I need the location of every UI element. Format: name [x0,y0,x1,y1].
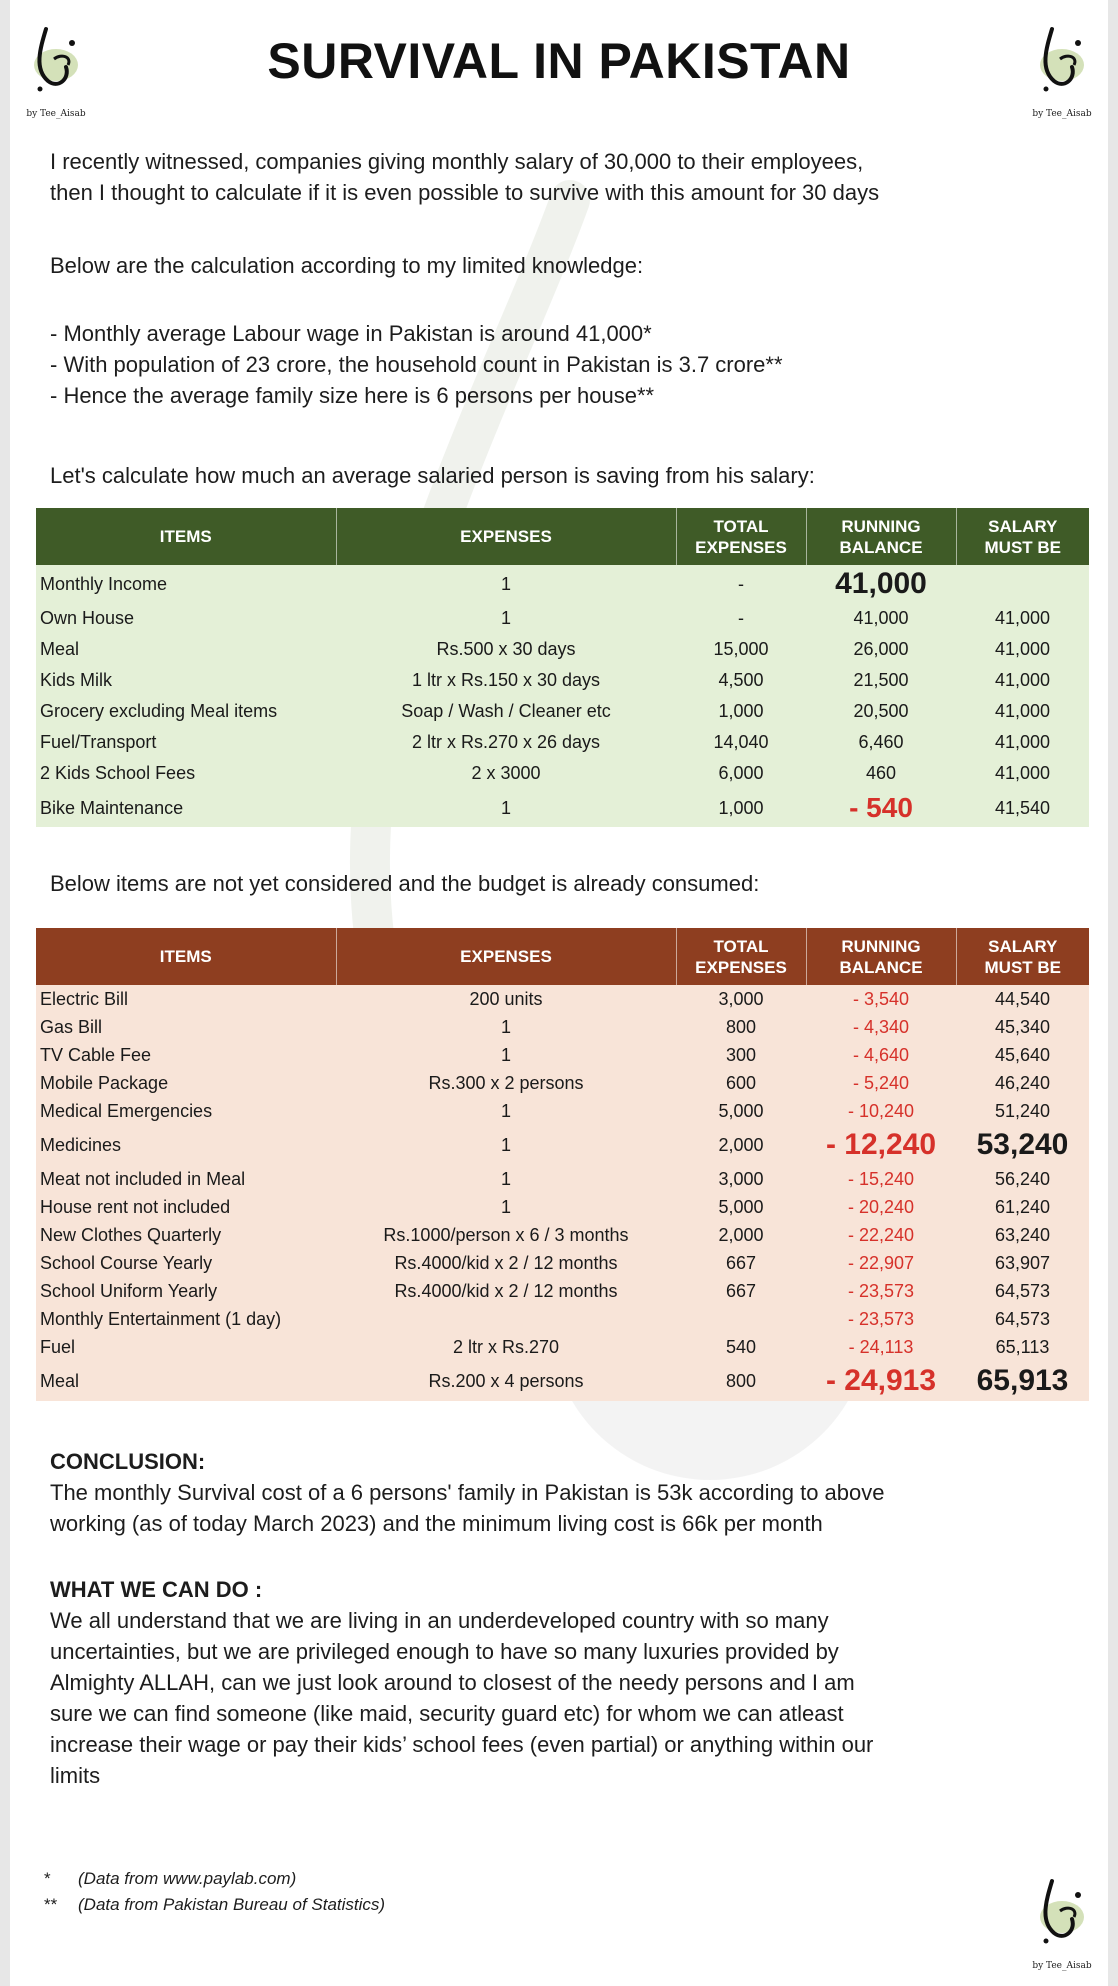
list-item: - Monthly average Labour wage in Pakistan is around 41,000* [50,321,652,346]
unconsidered-expenses-table [36,928,1089,1401]
header-items: ITEMS [36,928,336,985]
what-we-can-do-heading: WHAT WE CAN DO : [50,1577,263,1602]
table-row: Fuel/Transport 2 ltr x Rs.270 x 26 days 14,040 6,460 41,000 [36,727,1089,758]
table-row: Monthly Entertainment (1 day) - 23,573 64,573 [36,1305,1089,1333]
logo-caption: by Tee_Aisab [26,109,86,119]
footnote: ** (Data from Pakistan Bureau of Statistics) [44,1895,386,1914]
calligraphy-icon [1031,1869,1093,1959]
header-total: TOTAL EXPENSES [676,928,806,985]
intro-line: then I thought to calculate if it is even possible to survive with this amount for 30 days [50,180,880,205]
logo-caption: by Tee_Aisab [1032,109,1092,119]
header-salary: SALARY MUST BE [984,936,1061,977]
table-header-row [36,928,1089,985]
page-title: SURVIVAL IN PAKISTAN [267,33,851,89]
conclusion-section: CONCLUSION: The monthly Survival cost of a 6 persons' family in Pakistan is 53k according to above working (as of today March 2023) and the minimum living cost is 66k per month [50,1446,1080,1539]
table-row: Meal Rs.500 x 30 days 15,000 26,000 41,000 [36,634,1089,665]
table-row: Medicines 1 2,000 - 12,240 53,240 [36,1125,1089,1165]
table-row: Fuel 2 ltr x Rs.270 540 - 24,113 65,113 [36,1333,1089,1361]
calc-intro: Let's calculate how much an average salaried person is saving from his salary: [50,463,815,488]
footnote: * (Data from www.paylab.com) [44,1869,297,1888]
table-row: Medical Emergencies 1 5,000 - 10,240 51,240 [36,1097,1089,1125]
intro-line: I recently witnessed, companies giving monthly salary of 30,000 to their employees, [50,149,864,174]
list-item: - Hence the average family size here is 6 persons per house** [50,383,655,408]
table-row: Electric Bill 200 units 3,000 - 3,540 44,540 [36,985,1089,1013]
table-row: School Course Yearly Rs.4000/kid x 2 / 12 months 667 - 22,907 63,907 [36,1249,1089,1277]
list-item: - With population of 23 crore, the household count in Pakistan is 3.7 crore** [50,352,783,377]
salary-budget-table [36,508,1089,827]
calc-note: Below are the calculation according to my limited knowledge: [50,253,644,278]
table-row: House rent not included 1 5,000 - 20,240 61,240 [36,1193,1089,1221]
table-row: Own House 1 - 41,000 41,000 [36,603,1089,634]
header-running: RUNNING BALANCE [806,508,956,565]
facts-list [50,318,1080,411]
header-expenses: EXPENSES [336,508,676,565]
intro-paragraph [50,146,1080,208]
table-row: School Uniform Yearly Rs.4000/kid x 2 / 12 months 667 - 23,573 64,573 [36,1277,1089,1305]
logo-caption: by Tee_Aisab [1032,1961,1092,1971]
table-row: New Clothes Quarterly Rs.1000/person x 6 / 3 months 2,000 - 22,240 63,240 [36,1221,1089,1249]
what-we-can-do-section: WHAT WE CAN DO : We all understand that we are living in an underdeveloped country with so many uncertainties, but we are privileged enough to have so many luxuries provided by Almighty ALLAH, can we just look around to closest of the needy persons and I am sure we can find someone (like maid, security guard etc) for whom we can atleast increase their wage or pay their kids’ school fees (even partial) or anything within our limits [50,1574,1080,1791]
table-row: TV Cable Fee 1 300 - 4,640 45,640 [36,1041,1089,1069]
poster [10,0,1108,1986]
calligraphy-logo-bottom-right [1024,1860,1100,1980]
header-running: RUNNING BALANCE [806,928,956,985]
table-row: Monthly Income 1 - 41,000 [36,565,1089,603]
table-header-row [36,508,1089,565]
conclusion-heading: CONCLUSION: [50,1449,206,1474]
table-row: Mobile Package Rs.300 x 2 persons 600 - 5,240 46,240 [36,1069,1089,1097]
table-row: Gas Bill 1 800 - 4,340 45,340 [36,1013,1089,1041]
header-salary: SALARY MUST BE [984,516,1061,557]
table-row: Grocery excluding Meal items Soap / Wash / Cleaner etc 1,000 20,500 41,000 [36,696,1089,727]
table-row: 2 Kids School Fees 2 x 3000 6,000 460 41,000 [36,758,1089,789]
footnotes [44,1866,385,1918]
header-total: TOTAL EXPENSES [676,508,806,565]
table-row: Meat not included in Meal 1 3,000 - 15,240 56,240 [36,1165,1089,1193]
not-considered-note: Below items are not yet considered and the budget is already consumed: [50,871,760,896]
header-items: ITEMS [36,508,336,565]
table-row: Meal Rs.200 x 4 persons 800 - 24,913 65,913 [36,1361,1089,1401]
table-row: Bike Maintenance 1 1,000 - 540 41,540 [36,789,1089,827]
header-expenses: EXPENSES [336,928,676,985]
table-row: Kids Milk 1 ltr x Rs.150 x 30 days 4,500 21,500 41,000 [36,665,1089,696]
